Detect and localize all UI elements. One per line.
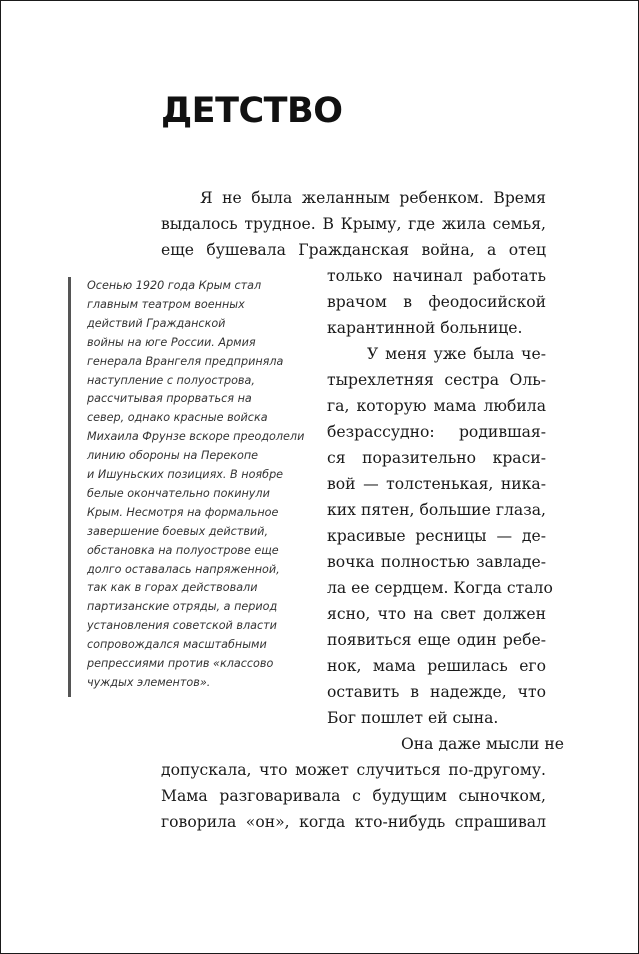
- text-line: нок, мама решилась его: [327, 657, 546, 675]
- chapter-title: ДЕТСТВО: [161, 91, 343, 131]
- sidebar-line: белые окончательно покинули: [87, 486, 270, 500]
- sidebar-line: репрессиями против «классово: [87, 657, 274, 670]
- text-line: ких пятен, большие глаза,: [327, 501, 546, 519]
- sidebar-line: так как в горах действовали: [87, 581, 258, 595]
- sidebar-line: установления советской власти: [87, 619, 277, 633]
- text-line: Мама разговаривала с будущим сыночком,: [161, 787, 546, 805]
- text-line: выдалось трудное. В Крыму, где жила семья,: [161, 215, 546, 233]
- text-line: тырехлетняя сестра Оль-: [327, 371, 546, 389]
- text-line: вочка полностью завладе-: [327, 553, 546, 571]
- sidebar-line: рассчитывая прорваться на: [87, 392, 252, 406]
- text-line: допускала, что может случиться по-другому.: [161, 761, 546, 779]
- sidebar-line: завершение боевых действий,: [87, 524, 269, 538]
- sidebar-line: долго оставалась напряженной,: [87, 562, 280, 576]
- text-line: Я не была желанным ребенком. Время: [200, 189, 546, 207]
- sidebar-line: сопровождался масштабными: [87, 638, 267, 652]
- sidebar-line: партизанские отряды, а период: [87, 600, 278, 614]
- sidebar-line: Крым. Несмотря на формальное: [87, 505, 279, 519]
- text-line: вой — толстенькая, ника-: [327, 475, 546, 493]
- text-line: красивые ресницы — де-: [327, 527, 546, 545]
- text-line: только начинал работать: [327, 267, 546, 285]
- sidebar-line: Осенью 1920 года Крым стал: [87, 279, 262, 292]
- sidebar-line: действий Гражданской: [87, 316, 226, 330]
- sidebar-line: и Ишуньских позициях. В ноябре: [87, 468, 284, 481]
- sidebar-note: [68, 277, 305, 697]
- text-line: карантинной больнице.: [327, 319, 523, 337]
- text-line: ла ее сердцем. Когда стало: [327, 579, 553, 597]
- text-line: оставить в надежде, что: [327, 683, 546, 701]
- text-line: ясно, что на свет должен: [327, 605, 546, 623]
- text-line: еще бушевала Гражданская война, а отец: [161, 241, 546, 259]
- text-line: безрассудно: родившая-: [327, 423, 546, 441]
- sidebar-line: линию обороны на Перекопе: [87, 449, 259, 463]
- text-line: Бог пошлет ей сына.: [327, 709, 499, 727]
- text-line: га, которую мама любила: [327, 397, 546, 415]
- sidebar-line: Михаила Фрунзе вскоре преодолели: [87, 430, 305, 444]
- sidebar-line: север, однако красные войска: [87, 411, 268, 425]
- sidebar-line: генерала Врангеля предприняла: [87, 354, 284, 368]
- sidebar-line: чуждых элементов».: [87, 675, 211, 689]
- text-line: ся поразительно краси-: [327, 449, 546, 467]
- sidebar-line: войны на юге России. Армия: [87, 335, 256, 349]
- text-line: говорила «он», когда кто-нибудь спрашивал: [161, 813, 546, 831]
- text-line: У меня уже была че-: [367, 345, 546, 363]
- sidebar-line: наступление с полуострова,: [87, 373, 255, 387]
- text-line: Она даже мысли не: [401, 735, 565, 753]
- sidebar-line: обстановка на полуострове еще: [87, 543, 279, 557]
- text-line: появиться еще один ребе-: [327, 631, 546, 649]
- sidebar-line: главным театром военных: [87, 297, 245, 311]
- text-line: врачом в феодосийской: [327, 293, 546, 311]
